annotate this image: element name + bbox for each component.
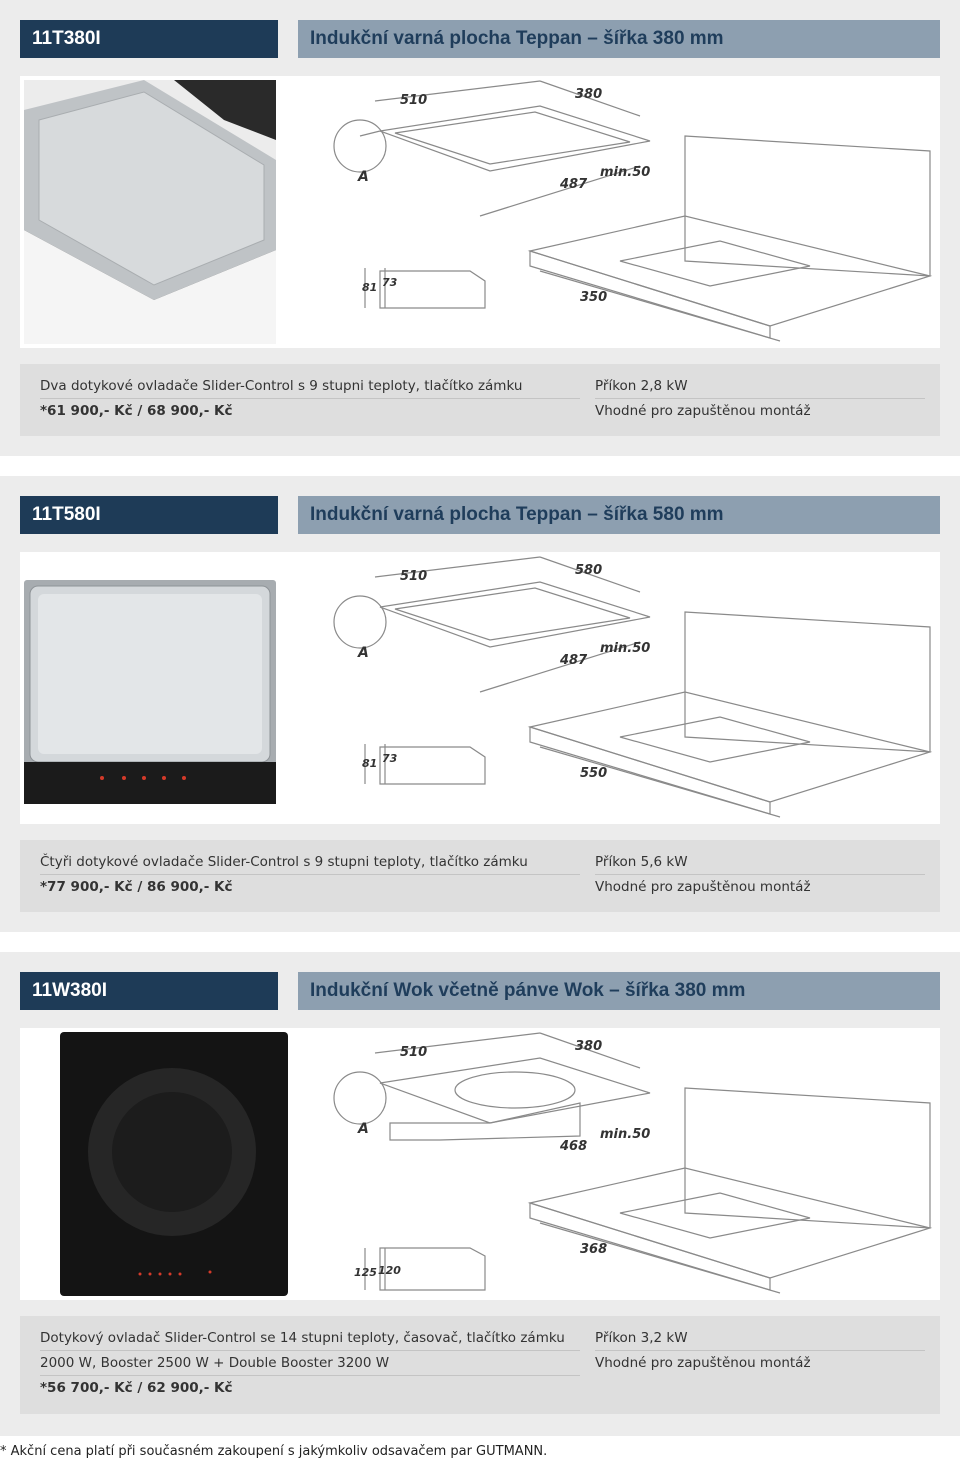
dim-min: min.50 (600, 165, 651, 180)
dim-width: 510 (400, 1045, 428, 1060)
product-code: 11W380I (20, 972, 278, 1010)
dim-depth: 487 (560, 653, 588, 668)
dim-height-b: 73 (382, 752, 398, 765)
product-section-2 (0, 476, 960, 932)
dim-min: min.50 (600, 1127, 651, 1142)
dim-height-a: 81 (362, 281, 378, 294)
info-price: *77 900,- Kč / 86 900,- Kč (40, 879, 233, 895)
info-features: Čtyři dotykové ovladače Slider-Control s 9 stupni teploty, tlačítko zámku (40, 850, 580, 875)
dim-cutout-depth: 368 (580, 1242, 608, 1257)
dim-height-b: 120 (378, 1264, 401, 1277)
product-photo (24, 580, 276, 804)
product-info (20, 1316, 940, 1414)
dim-height-a: 81 (362, 757, 378, 770)
product-image-panel (20, 76, 940, 348)
info-power: Příkon 2,8 kW (595, 374, 925, 399)
detail-label: A (358, 1121, 369, 1137)
dim-width: 510 (400, 93, 428, 108)
info-price: *56 700,- Kč / 62 900,- Kč (40, 1380, 233, 1396)
product-title: Indukční varná plocha Teppan – šířka 380 mm (298, 20, 940, 58)
product-image-panel (20, 1028, 940, 1300)
product-photo (48, 1032, 300, 1296)
dim-height-a: 125 (354, 1266, 377, 1279)
info-mounting: Vhodné pro zapuštěnou montáž (595, 403, 811, 419)
footnote: * Akční cena platí při současném zakoupení s jakýmkoliv odsavačem par GUTMANN. (0, 1444, 548, 1459)
product-info (20, 364, 940, 436)
dim-min: min.50 (600, 641, 651, 656)
product-code: 11T380I (20, 20, 278, 58)
info-mounting: Vhodné pro zapuštěnou montáž (595, 1355, 811, 1371)
dim-cutout-depth: 350 (580, 290, 608, 305)
info-power: Příkon 3,2 kW (595, 1326, 925, 1351)
product-code: 11T580I (20, 496, 278, 534)
info-price: *61 900,- Kč / 68 900,- Kč (40, 403, 233, 419)
detail-label: A (358, 645, 369, 661)
info-power: Příkon 5,6 kW (595, 850, 925, 875)
dim-depth: 468 (560, 1139, 588, 1154)
product-image-panel (20, 552, 940, 824)
dim-depth: 487 (560, 177, 588, 192)
dim-width: 510 (400, 569, 428, 584)
product-section-1 (0, 0, 960, 456)
dimension-drawing (290, 552, 940, 824)
info-power-levels: 2000 W, Booster 2500 W + Double Booster 3200 W (40, 1351, 580, 1376)
dim-cutout: 380 (575, 87, 603, 102)
product-title: Indukční Wok včetně pánve Wok – šířka 380 mm (298, 972, 940, 1010)
info-features: Dva dotykové ovladače Slider-Control s 9 stupni teploty, tlačítko zámku (40, 374, 580, 399)
detail-label: A (358, 169, 369, 185)
info-mounting: Vhodné pro zapuštěnou montáž (595, 879, 811, 895)
dim-cutout: 380 (575, 1039, 603, 1054)
product-photo (24, 80, 276, 344)
product-info (20, 840, 940, 912)
dimension-drawing (290, 1028, 940, 1300)
product-section-3 (0, 952, 960, 1436)
product-title: Indukční varná plocha Teppan – šířka 580 mm (298, 496, 940, 534)
dimension-drawing (290, 76, 940, 348)
dim-cutout-depth: 550 (580, 766, 608, 781)
dim-height-b: 73 (382, 276, 398, 289)
info-features: Dotykový ovladač Slider-Control se 14 stupni teploty, časovač, tlačítko zámku (40, 1326, 580, 1351)
dim-cutout: 580 (575, 563, 603, 578)
